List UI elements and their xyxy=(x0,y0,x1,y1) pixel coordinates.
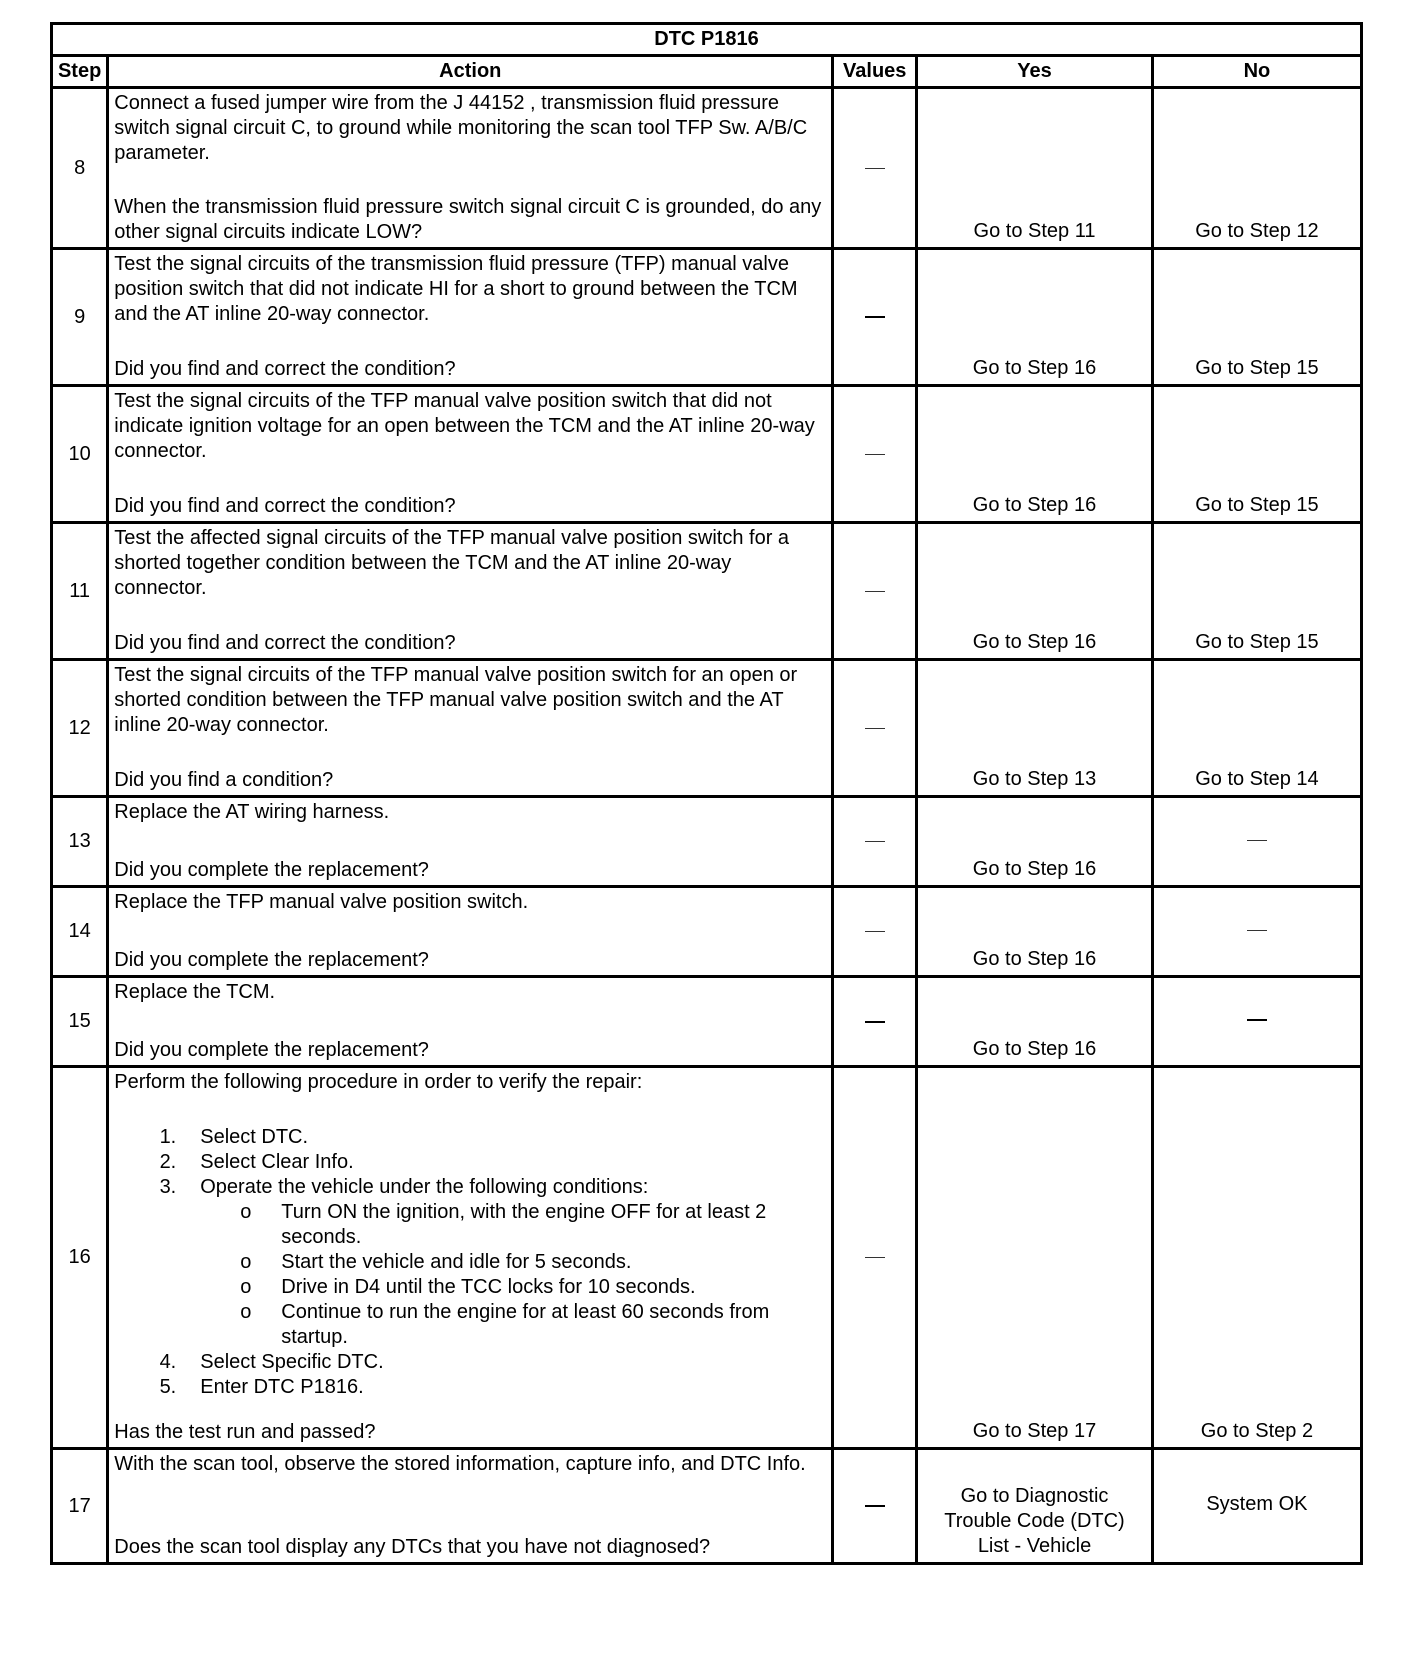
action-question: Does the scan tool display any DTCs that you have not diagnosed? xyxy=(114,1536,711,1558)
dash-mark xyxy=(865,1505,885,1507)
circle-bullet-icon: o xyxy=(240,1251,252,1273)
procedure-step xyxy=(114,1125,827,1150)
action-text: Test the signal circuits of the TFP manual valve position switch that did not indicate ignition voltage for an open between the TCM and the AT inline 20-way connector. xyxy=(114,390,815,462)
condition-text: Turn ON the ignition, with the engine OFF for at least 2 seconds. xyxy=(281,1201,767,1248)
action-cell xyxy=(108,1067,833,1449)
action-text: Test the signal circuits of the TFP manual valve position switch for an open or shorted condition between the TFP manual valve position switch and the AT inline 20-way connector. xyxy=(114,664,798,736)
step-number: 15 xyxy=(52,977,108,1067)
action-text: Test the signal circuits of the transmission fluid pressure (TFP) manual valve position switch that did not indicate HI for a short to ground between the TCM and the AT inline 20-way connector. xyxy=(114,253,798,325)
dash-mark xyxy=(865,931,885,932)
action-text: Connect a fused jumper wire from the J 44152 , transmission fluid pressure switch signal circuit C, to ground while monitoring the scan tool TFP Sw. A/B/C parameter. xyxy=(114,92,808,164)
dash-mark xyxy=(865,1257,885,1258)
no-cell: System OK xyxy=(1152,1449,1361,1564)
procedure-step xyxy=(114,1375,827,1400)
no-cell: Go to Step 15 xyxy=(1152,523,1361,660)
values-cell xyxy=(833,1449,917,1564)
no-cell xyxy=(1152,887,1361,977)
action-cell xyxy=(108,887,833,977)
step-text: Select Specific DTC. xyxy=(200,1351,384,1373)
no-cell xyxy=(1152,797,1361,887)
values-cell xyxy=(833,977,917,1067)
action-cell xyxy=(108,660,833,797)
table-title: DTC P1816 xyxy=(52,24,1362,56)
values-cell xyxy=(833,797,917,887)
table-row xyxy=(52,523,1362,660)
dash-mark xyxy=(865,316,885,318)
condition-item xyxy=(114,1200,827,1250)
action-cell xyxy=(108,797,833,887)
dash-mark xyxy=(865,168,885,169)
dash-mark xyxy=(865,1021,885,1023)
procedure-step xyxy=(114,1150,827,1175)
no-cell xyxy=(1152,977,1361,1067)
yes-cell: Go to Step 16 xyxy=(917,887,1153,977)
table-row xyxy=(52,887,1362,977)
yes-cell: Go to Step 16 xyxy=(917,386,1153,523)
action-cell xyxy=(108,249,833,386)
header-step: Step xyxy=(52,56,108,88)
values-cell xyxy=(833,523,917,660)
no-cell: Go to Step 2 xyxy=(1152,1067,1361,1449)
step-index: 3. xyxy=(159,1176,177,1198)
yes-cell: Go to Step 16 xyxy=(917,797,1153,887)
action-cell xyxy=(108,1449,833,1564)
dash-mark xyxy=(865,841,885,842)
action-question: Has the test run and passed? xyxy=(114,1421,376,1443)
action-text: Replace the TCM. xyxy=(114,981,276,1003)
step-text: Select Clear Info. xyxy=(200,1151,354,1173)
step-text: Enter DTC P1816. xyxy=(200,1376,364,1398)
procedure-list xyxy=(114,1350,827,1400)
table-row xyxy=(52,88,1362,249)
yes-cell: Go to Step 16 xyxy=(917,523,1153,660)
table-row xyxy=(52,1067,1362,1449)
action-text: Replace the AT wiring harness. xyxy=(114,801,390,823)
condition-text: Continue to run the engine for at least 60 seconds from startup. xyxy=(281,1301,770,1348)
step-number: 17 xyxy=(52,1449,108,1564)
step-number: 11 xyxy=(52,523,108,660)
no-cell: Go to Step 15 xyxy=(1152,249,1361,386)
yes-cell: Go to Diagnostic Trouble Code (DTC) List - Vehicle xyxy=(917,1449,1153,1564)
values-cell xyxy=(833,660,917,797)
condition-text: Drive in D4 until the TCC locks for 10 seconds. xyxy=(281,1276,696,1298)
table-row xyxy=(52,249,1362,386)
dash-mark xyxy=(865,728,885,729)
action-question: Did you find and correct the condition? xyxy=(114,495,456,517)
yes-cell: Go to Step 13 xyxy=(917,660,1153,797)
condition-text: Start the vehicle and idle for 5 seconds. xyxy=(281,1251,632,1273)
conditions-list xyxy=(114,1200,827,1350)
action-question: When the transmission fluid pressure switch signal circuit C is grounded, do any other signal circuits indicate LOW? xyxy=(114,196,822,243)
dash-mark xyxy=(865,591,885,592)
header-no: No xyxy=(1152,56,1361,88)
step-number: 16 xyxy=(52,1067,108,1449)
action-question: Did you find and correct the condition? xyxy=(114,632,456,654)
table-row xyxy=(52,386,1362,523)
action-cell xyxy=(108,386,833,523)
no-cell: Go to Step 12 xyxy=(1152,88,1361,249)
step-number: 8 xyxy=(52,88,108,249)
circle-bullet-icon: o xyxy=(240,1301,252,1323)
step-text: Select DTC. xyxy=(200,1126,309,1148)
values-cell xyxy=(833,1067,917,1449)
procedure-step xyxy=(114,1175,827,1200)
step-number: 14 xyxy=(52,887,108,977)
dash-mark xyxy=(1247,1019,1267,1021)
circle-bullet-icon: o xyxy=(240,1201,252,1223)
condition-item xyxy=(114,1250,827,1275)
action-cell xyxy=(108,977,833,1067)
action-cell xyxy=(108,523,833,660)
procedure-step xyxy=(114,1350,827,1375)
step-index: 5. xyxy=(159,1376,177,1398)
step-number: 12 xyxy=(52,660,108,797)
action-question: Did you find a condition? xyxy=(114,769,334,791)
action-text: Replace the TFP manual valve position switch. xyxy=(114,891,529,913)
action-cell xyxy=(108,88,833,249)
dtc-table xyxy=(50,22,1363,1565)
values-cell xyxy=(833,88,917,249)
values-cell xyxy=(833,386,917,523)
yes-cell: Go to Step 16 xyxy=(917,977,1153,1067)
action-question: Did you find and correct the condition? xyxy=(114,358,456,380)
table-row xyxy=(52,660,1362,797)
condition-item xyxy=(114,1300,827,1350)
action-question: Did you complete the replacement? xyxy=(114,859,429,881)
action-text: With the scan tool, observe the stored information, capture info, and DTC Info. xyxy=(114,1453,806,1475)
step-number: 13 xyxy=(52,797,108,887)
yes-cell: Go to Step 16 xyxy=(917,249,1153,386)
step-index: 1. xyxy=(159,1126,177,1148)
values-cell xyxy=(833,887,917,977)
action-text: Test the affected signal circuits of the TFP manual valve position switch for a shorted together condition between the TCM and the AT inline 20-way connector. xyxy=(114,527,790,599)
no-cell: Go to Step 14 xyxy=(1152,660,1361,797)
header-row xyxy=(52,56,1362,88)
table-row xyxy=(52,977,1362,1067)
table-row xyxy=(52,797,1362,887)
dash-mark xyxy=(865,454,885,455)
header-action: Action xyxy=(108,56,833,88)
condition-item xyxy=(114,1275,827,1300)
step-number: 9 xyxy=(52,249,108,386)
action-question: Did you complete the replacement? xyxy=(114,949,429,971)
no-cell: Go to Step 15 xyxy=(1152,386,1361,523)
header-values: Values xyxy=(833,56,917,88)
step-index: 2. xyxy=(159,1151,177,1173)
action-question: Did you complete the replacement? xyxy=(114,1039,429,1061)
step-index: 4. xyxy=(159,1351,177,1373)
step-text: Operate the vehicle under the following conditions: xyxy=(200,1176,649,1198)
dash-mark xyxy=(1247,840,1267,841)
step-number: 10 xyxy=(52,386,108,523)
yes-cell: Go to Step 11 xyxy=(917,88,1153,249)
circle-bullet-icon: o xyxy=(240,1276,252,1298)
values-cell xyxy=(833,249,917,386)
table-row xyxy=(52,1449,1362,1564)
yes-cell: Go to Step 17 xyxy=(917,1067,1153,1449)
action-text: Perform the following procedure in order to verify the repair: xyxy=(114,1071,643,1093)
procedure-list xyxy=(114,1125,827,1200)
header-yes: Yes xyxy=(917,56,1153,88)
dash-mark xyxy=(1247,930,1267,931)
